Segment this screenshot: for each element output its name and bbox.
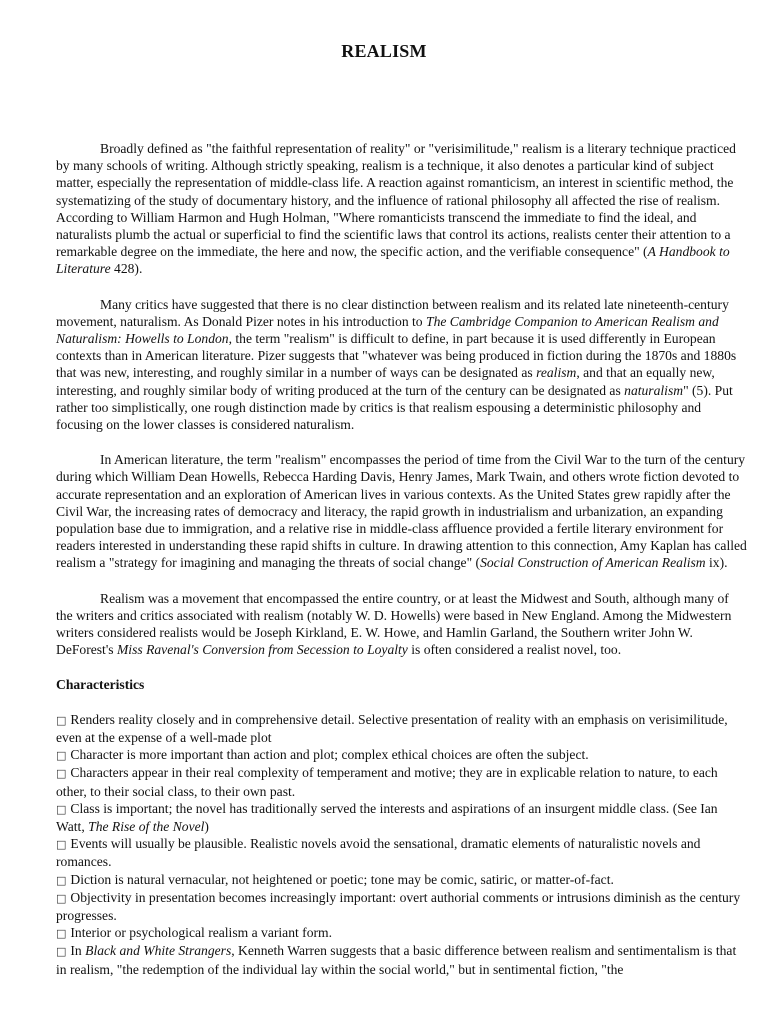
text-run: Renders reality closely and in comprehensive detail. Selective presentation of reality with an emphasis on verisimilitude, even at the expense of a well-made plot <box>56 711 728 745</box>
text-run: In American literature, the term "realism" encompasses the period of time from the Civil War to the turn of the century during which William Dean Howells, Rebecca Harding Davis, Henry James, Mark Twain, and others wrote fiction devoted to accurate representation and an exploration of American lives in various contexts. As the United States grew rapidly after the Civil War, the increasing rates of democracy and literacy, the rapid growth in industrialism and urbanization, an expanding population base due to immigration, and a relative rise in middle-class affluence provided a fertile literary environment for readers interested in understanding these rapid shifts in culture. In drawing attention to this connection, Amy Kaplan has called realism a "strategy for imagining and managing the threats of social change" ( <box>56 452 747 571</box>
text-run: ix). <box>705 555 728 571</box>
text-run: 428). <box>110 261 143 277</box>
characteristics-list <box>56 711 748 978</box>
text-run: Broadly defined as "the faithful representation of reality" or "verisimilitude," realism is a literary technique practiced by many schools of writing. Although strictly speaking, realism is a technique, it also denotes a particular kind of subject matter, especially the representation of middle-class life. A reaction against romanticism, an interest in scientific method, the systematizing of the study of documentary history, and the influence of rational philosophy all affected the rise of realism. According to William Harmon and Hugh Holman, "Where romanticists transcend the immediate to find the ideal, and naturalists plumb the actual or superficial to find the scientific laws that control its actions, realists center their attention to a remarkable degree on the immediate, the here and now, the specific action, and the verifiable consequence" ( <box>56 141 736 260</box>
bullet-box-icon: □ <box>56 802 67 816</box>
italic-title: realism <box>536 365 577 381</box>
text-run: Many critics have suggested that there is no clear distinction between realism and its related late nineteenth-century movement, naturalism. As Donald Pizer notes in his introduction to <box>56 296 729 329</box>
bullet-box-icon: □ <box>56 891 67 905</box>
text-run: , the term "realism" is difficult to define, in part because it is used differently in European contexts than in American literature. Pizer suggests that "whatever was being produced in fiction during the 1870s and 1880s that was new, interesting, and roughly similar in a number of ways can be designated as <box>56 331 737 381</box>
italic-title: Social Construction of American Realism <box>480 555 706 571</box>
text-run: Character is more important than action and plot; complex ethical choices are often the subject. <box>70 747 589 763</box>
characteristic-item <box>56 746 748 764</box>
characteristic-item <box>56 889 748 924</box>
page-title: REALISM <box>341 41 427 61</box>
text-run: , Kenneth Warren suggests that a basic difference between realism and sentimentalism is that in realism, "the redemption of the individual lay within the social world," but in sentimental fiction, "the <box>56 943 737 977</box>
italic-title: The Rise of the Novel <box>88 818 205 834</box>
paragraph <box>56 296 748 434</box>
characteristic-item <box>56 924 748 942</box>
bullet-box-icon: □ <box>56 945 67 959</box>
characteristic-item <box>56 942 748 977</box>
characteristics-heading: Characteristics <box>56 677 145 693</box>
text-run: , and that an equally new, interesting, and roughly similar body of writing produced at the turn of the century can be designated as <box>56 365 715 398</box>
intro-paragraphs <box>56 140 748 658</box>
italic-title: A Handbook to Literature <box>56 244 730 277</box>
bullet-box-icon: □ <box>56 838 67 852</box>
italic-title: Black and White Strangers <box>85 943 232 959</box>
bullet-box-icon: □ <box>56 767 67 781</box>
bullet-box-icon: □ <box>56 873 67 887</box>
bullet-box-icon: □ <box>56 927 67 941</box>
text-run: " (5). Put rather too simplistically, one rough distinction made by critics is that realism espousing a deterministic philosophy and focusing on the lower classes is considered naturalism. <box>56 382 733 433</box>
text-run: Class is important; the novel has traditionally served the interests and aspirations of an insurgent middle class. (See Ian Watt, <box>56 800 718 834</box>
characteristic-item <box>56 764 748 799</box>
text-run: Characters appear in their real complexity of temperament and motive; they are in explicable relation to nature, to each other, to their social class, to their own past. <box>56 765 718 799</box>
characteristic-item <box>56 711 748 746</box>
paragraph <box>56 451 748 571</box>
text-run: is often considered a realist novel, too. <box>407 642 622 658</box>
text-run: Objectivity in presentation becomes increasingly important: overt authorial comments or intrusions diminish as the century progresses. <box>56 889 741 923</box>
text-run: Interior or psychological realism a variant form. <box>70 925 332 941</box>
text-run: ) <box>204 818 209 834</box>
bullet-box-icon: □ <box>56 749 67 763</box>
paragraph <box>56 140 748 278</box>
text-run: In <box>70 943 86 959</box>
characteristic-item <box>56 871 748 889</box>
paragraph <box>56 590 748 659</box>
italic-title: The Cambridge Companion to American Realism and Naturalism: Howells to London <box>56 313 719 347</box>
characteristic-item <box>56 835 748 870</box>
characteristic-item <box>56 800 748 835</box>
text-run: Events will usually be plausible. Realistic novels avoid the sensational, dramatic elements of naturalistic novels and romances. <box>56 836 701 870</box>
italic-title: naturalism <box>624 382 684 398</box>
text-run: Realism was a movement that encompassed the entire country, or at least the Midwest and South, although many of the writers and critics associated with realism (notably W. D. Howells) were based in New England. Among the Midwestern writers considered realists would be Joseph Kirkland, E. W. Howe, and Hamlin Garland, the Southern writer John W. DeForest's <box>56 590 732 658</box>
bullet-box-icon: □ <box>56 713 67 727</box>
italic-title: Miss Ravenal's Conversion from Secession to Loyalty <box>116 642 408 658</box>
document-body <box>56 140 748 978</box>
text-run: Diction is natural vernacular, not heightened or poetic; tone may be comic, satiric, or matter-of-fact. <box>70 871 614 887</box>
